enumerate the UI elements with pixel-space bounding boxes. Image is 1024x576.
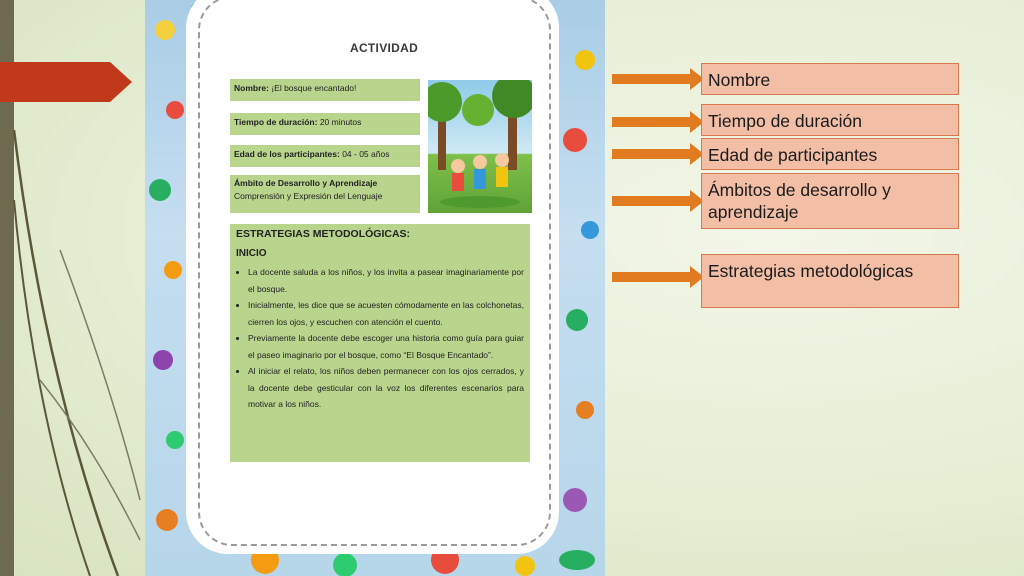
red-pointer-arrow	[0, 60, 134, 104]
strategies-box	[230, 224, 530, 462]
list-item: • Inicialmente, les dice que se acuesten cómodamente en las colchonetas, cierren los ojos, y escuchen con atención el cuento.	[248, 297, 524, 330]
strategies-title: ESTRATEGIAS METODOLÓGICAS:	[236, 228, 411, 240]
label-estrategias: Estrategias metodológicas	[701, 254, 959, 308]
forest-scene-icon	[428, 80, 532, 213]
arrow-right-icon	[612, 111, 704, 133]
arrow-right-icon	[612, 143, 704, 165]
label-edad: Edad de participantes	[701, 138, 959, 170]
edad-box	[230, 145, 420, 167]
arrow-right-icon	[612, 266, 704, 288]
document-title: ACTIVIDAD	[350, 41, 419, 55]
list-item: • Al iniciar el relato, los niños deben permanecer con los ojos cerrados, y la docente debe gesticular con la voz los diferentes escenarios para motivar a los niños.	[248, 363, 524, 413]
nombre-value: ¡El bosque encantado!	[271, 83, 357, 93]
ambito-box	[230, 175, 420, 213]
nombre-label: Nombre:	[234, 83, 269, 93]
tiempo-value: 20 minutos	[319, 117, 362, 127]
tiempo-box	[230, 113, 420, 135]
edad-value: 04 - 05 años	[342, 149, 390, 159]
tiempo-label: Tiempo de duración:	[234, 117, 318, 127]
label-nombre: Nombre	[701, 63, 959, 95]
arrow-right-icon	[612, 190, 704, 212]
label-ambitos: Ámbitos de desarrollo y aprendizaje	[701, 173, 959, 229]
label-tiempo: Tiempo de duración	[701, 104, 959, 136]
edad-label: Edad de los participantes:	[234, 149, 340, 159]
children-forest-illustration	[428, 80, 532, 213]
list-item: • La docente saluda a los niños, y los invita a pasear imaginariamente por el bosque.	[248, 264, 524, 297]
arrow-right-icon	[612, 68, 704, 90]
nombre-box	[230, 79, 420, 101]
strategies-list	[248, 264, 524, 413]
strategies-subtitle: INICIO	[236, 247, 267, 259]
activity-document-image	[145, 0, 605, 576]
list-item: • Previamente la docente debe escoger una historia como guía para guiar el paseo imaginario por el bosque, como “El Bosque Encantado”.	[248, 330, 524, 363]
ambito-label: Ámbito de Desarrollo y Aprendizaje	[234, 178, 378, 188]
ambito-value: Comprensión y Expresión del Lenguaje	[234, 191, 383, 201]
